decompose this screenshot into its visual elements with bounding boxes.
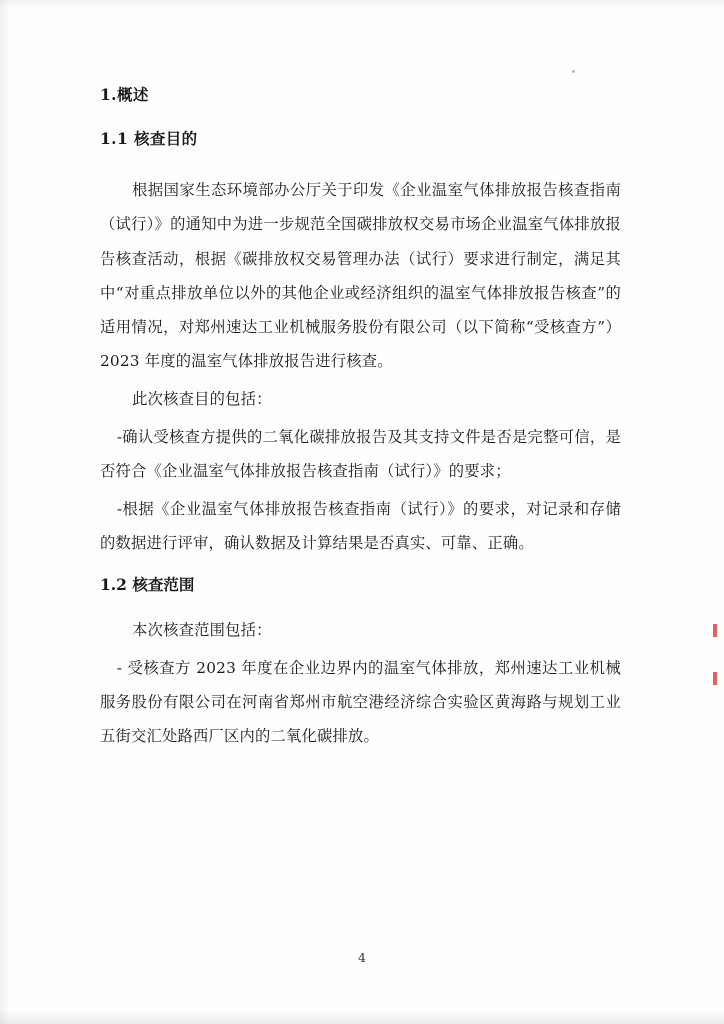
- paragraph-purpose-basis: 根据国家生态环境部办公厅关于印发《企业温室气体排放报告核查指南（试行）》的通知中为进一步规范全国碳排放权交易市场企业温室气体排放报告核查活动，根据《碳排放权交易管理办法（试行）要求进行制定，满足其中“对重点排放单位以外的其他企业或经济组织的温室气体排放报告核查”的适用情况，对郑州速达工业机械服务股份有限公司（以下简称“受核查方”）2023 年度的温室气体排放报告进行核查。: [100, 181, 621, 370]
- paragraph-scope-item-1: - 受核查方 2023 年度在企业边界内的温室气体排放，郑州速达工业机械服务股份有限公司在河南省郑州市航空港经济综合实验区黄海路与规划工业五街交汇处路西厂区内的二氧化碳排放。: [100, 658, 621, 745]
- page-bottom-shadow: [0, 1010, 724, 1024]
- section-heading-verification-scope: 1.2 核查范围: [100, 574, 195, 594]
- scan-artifact-dot: [572, 70, 575, 73]
- scan-artifact-mark-lower: [713, 672, 717, 685]
- paragraph-purpose-item-1: -确认受核查方提供的二氧化碳排放报告及其支持文件是否是完整可信，是否符合《企业温室气体排放报告核查指南（试行）》的要求；: [100, 428, 621, 481]
- scan-artifact-mark-upper: [713, 624, 717, 637]
- paragraph-purpose-intro: 此次核查目的包括：: [132, 390, 272, 409]
- page-left-shadow: [0, 0, 10, 1024]
- section-heading-verification-purpose: 1.1 核查目的: [100, 128, 198, 148]
- paragraph-scope-intro: 本次核查范围包括：: [132, 620, 272, 639]
- page-top-shadow: [0, 0, 724, 8]
- section-heading-overview: 1.概述: [100, 85, 149, 104]
- page-number: 4: [358, 950, 366, 965]
- document-body: [100, 84, 621, 755]
- paragraph-purpose-item-2: -根据《企业温室气体排放报告核查指南（试行）》的要求，对记录和存储的数据进行评审，确认数据及计算结果是否真实、可靠、正确。: [100, 500, 621, 553]
